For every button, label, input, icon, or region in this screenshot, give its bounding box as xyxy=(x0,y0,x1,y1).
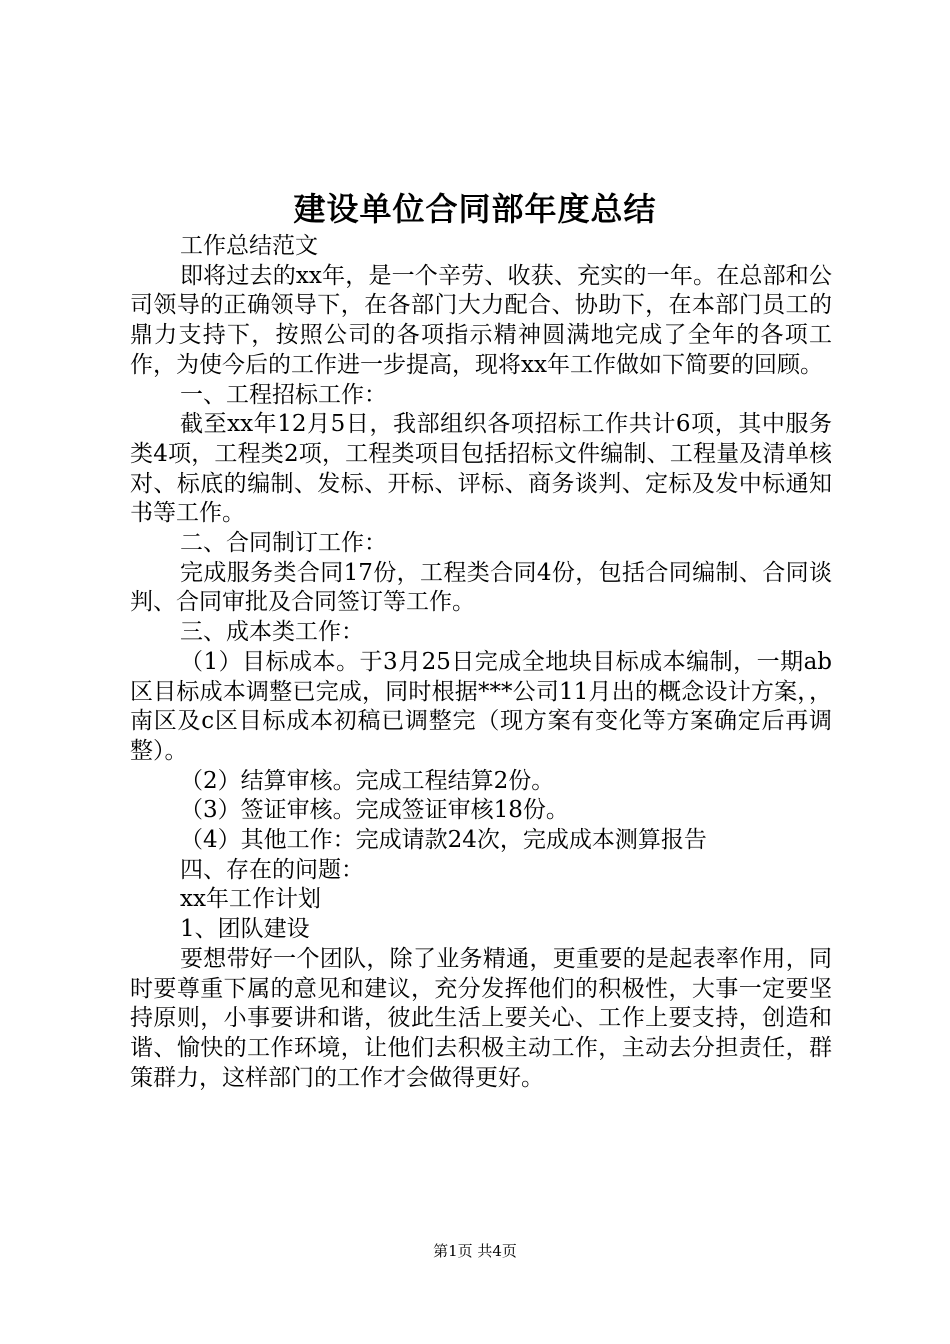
heading-problems: 四、存在的问题： xyxy=(180,856,364,883)
paragraph-bidding: 截至xx年12月5日，我部组织各项招标工作共计6项，其中服务类4项，工程类2项，工程类项目包括招标文件编制、工程量及清单核对、标底的编制、发标、开标、评标、商务谈判、定标及发中标通知书等工作。 xyxy=(130,411,832,527)
heading-cost: 三、成本类工作： xyxy=(180,619,364,646)
document-body xyxy=(130,232,832,1093)
document-title: 建设单位合同部年度总结 xyxy=(293,190,657,228)
heading-plan: xx年工作计划 xyxy=(180,886,321,913)
paragraph-cost-settlement: （2）结算审核。完成工程结算2份。 xyxy=(180,767,555,794)
paragraph-subtitle: 工作总结范文 xyxy=(180,233,318,259)
page-footer: 第1页 共4页 xyxy=(433,1242,517,1260)
heading-bidding: 一、工程招标工作： xyxy=(180,381,387,408)
paragraph-cost-visa: （3）签证审核。完成签证审核18份。 xyxy=(180,797,569,824)
paragraph-contracts: 完成服务类合同17份，工程类合同4份，包括合同编制、合同谈判、合同审批及合同签订等工作。 xyxy=(130,559,832,616)
heading-team: 1、团队建设 xyxy=(180,916,310,943)
paragraph-intro: 即将过去的xx年，是一个辛劳、收获、充实的一年。在总部和公司领导的正确领导下，在各部门大力配合、协助下，在本部门员工的鼎力支持下，按照公司的各项指示精神圆满地完成了全年的各项工作，为使今后的工作进一步提高，现将xx年工作做如下简要的回顾。 xyxy=(130,262,832,378)
heading-contracts: 二、合同制订工作： xyxy=(180,530,387,557)
paragraph-cost-other: （4）其他工作：完成请款24次，完成成本测算报告 xyxy=(180,827,707,854)
paragraph-cost-target: （1）目标成本。于3月25日完成全地块目标成本编制，一期ab区目标成本调整已完成，同时根据***公司11月出的概念设计方案，，南区及c区目标成本初稿已调整完（现方案有变化等方案确定后再调整）。 xyxy=(130,648,832,764)
paragraph-team: 要想带好一个团队，除了业务精通，更重要的是起表率作用，同时要尊重下属的意见和建议，充分发挥他们的积极性，大事一定要坚持原则，小事要讲和谐，彼此生活上要关心、工作上要支持，创造和谐、愉快的工作环境，让他们去积极主动工作，主动去分担责任，群策群力，这样部门的工作才会做得更好。 xyxy=(130,945,832,1091)
